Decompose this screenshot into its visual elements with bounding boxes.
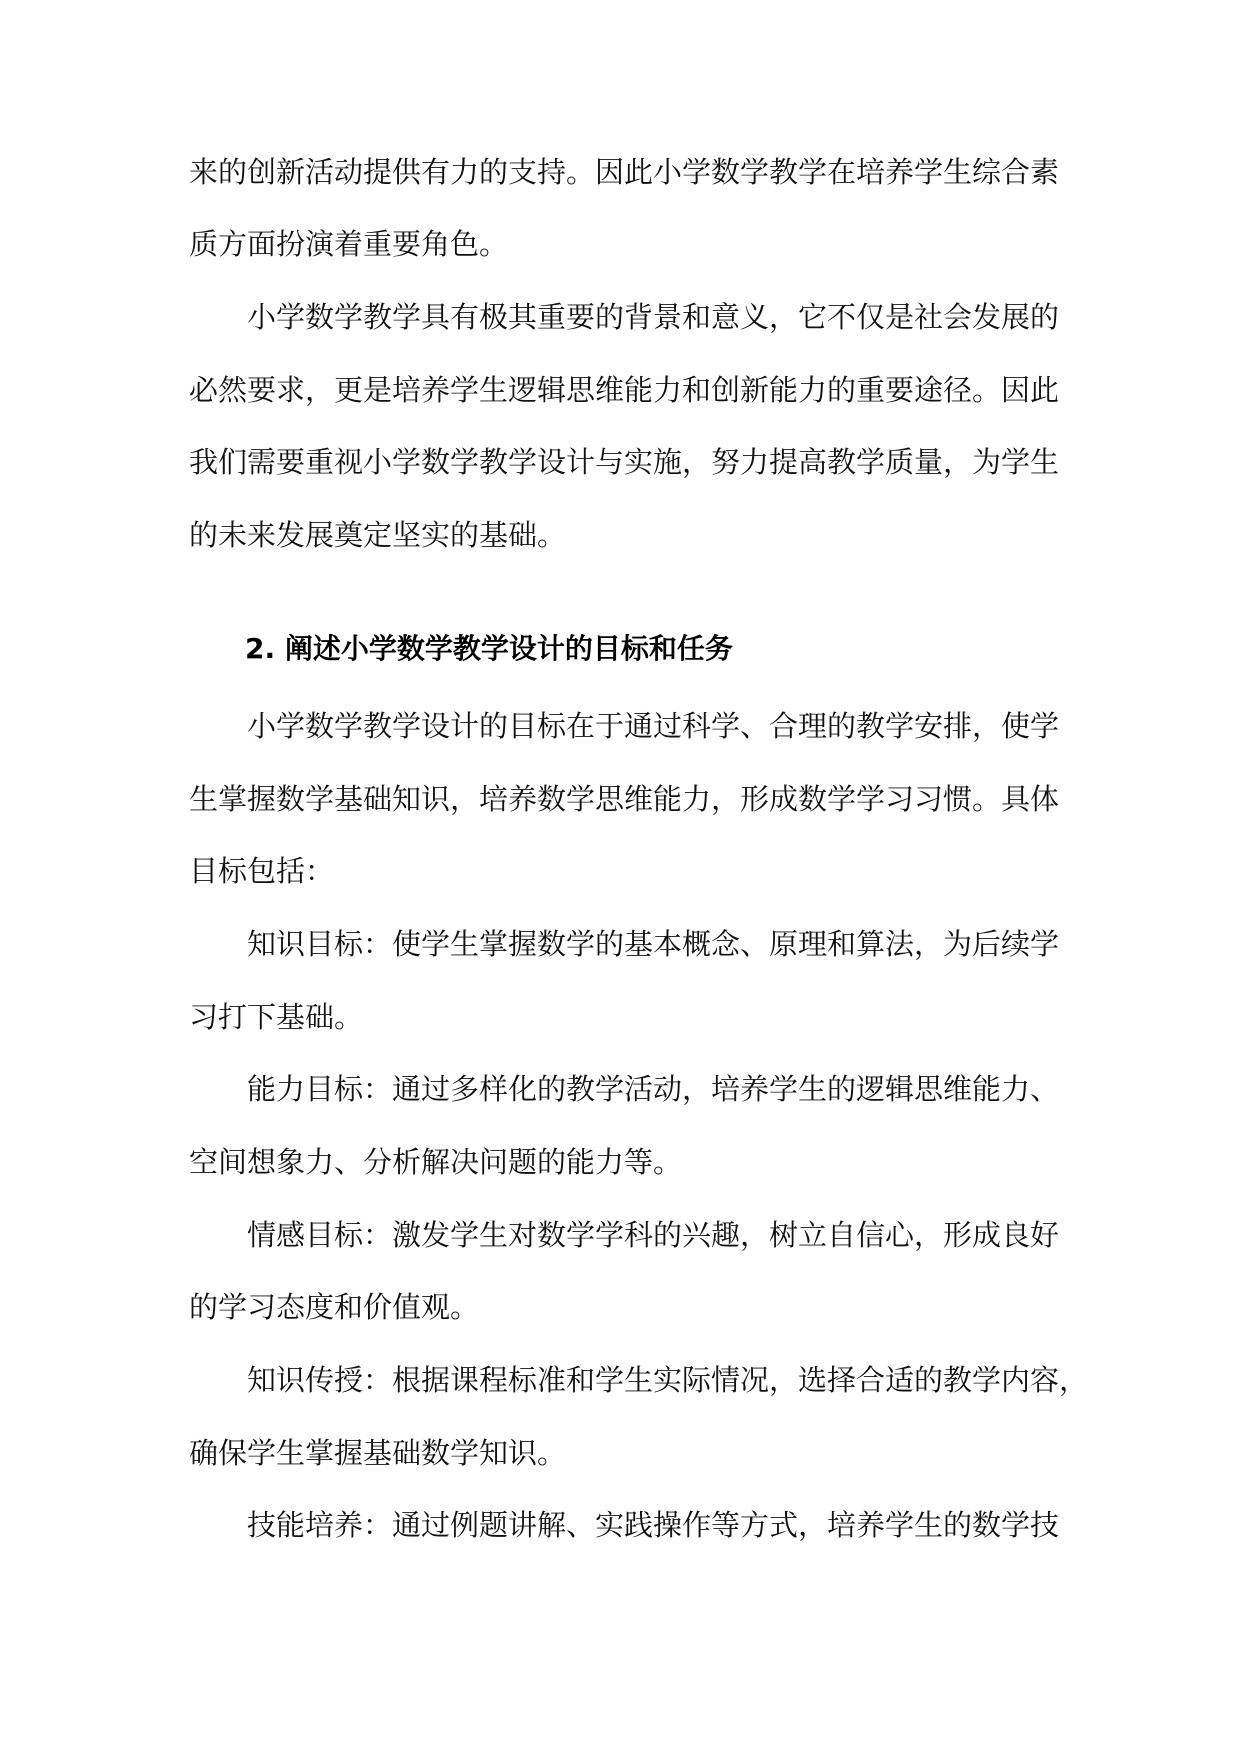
paragraph-4-line-2: 习打下基础。 <box>189 1000 364 1034</box>
paragraph-1-line-2: 质方面扮演着重要角色。 <box>189 227 509 261</box>
paragraph-2-line-3: 我们需要重视小学数学教学设计与实施，努力提高教学质量，为学生 <box>189 445 1060 479</box>
paragraph-2-line-4: 的未来发展奠定坚实的基础。 <box>189 518 567 552</box>
paragraph-5-line-2: 空间想象力、分析解决问题的能力等。 <box>189 1145 683 1179</box>
paragraph-6-line-2: 的学习态度和价值观。 <box>189 1290 480 1324</box>
paragraph-3-line-3: 目标包括： <box>189 854 335 888</box>
paragraph-1-line-1: 来的创新活动提供有力的支持。因此小学数学教学在培养学生综合素 <box>189 155 1060 189</box>
paragraph-6-line-1: 情感目标：激发学生对数学学科的兴趣，树立自信心，形成良好 <box>247 1218 1060 1252</box>
paragraph-7-line-2: 确保学生掌握基础数学知识。 <box>189 1436 567 1470</box>
paragraph-5-line-1: 能力目标：通过多样化的教学活动，培养学生的逻辑思维能力、 <box>247 1072 1060 1106</box>
paragraph-3-line-1: 小学数学教学设计的目标在于通过科学、合理的教学安排，使学 <box>247 709 1060 743</box>
paragraph-2-line-1: 小学数学教学具有极其重要的背景和意义，它不仅是社会发展的 <box>247 300 1060 334</box>
paragraph-7-line-1: 知识传授：根据课程标准和学生实际情况，选择合适的教学内容， <box>247 1363 1089 1397</box>
paragraph-8-line-1: 技能培养：通过例题讲解、实践操作等方式，培养学生的数学技 <box>247 1508 1060 1542</box>
paragraph-2-line-2: 必然要求，更是培养学生逻辑思维能力和创新能力的重要途径。因此 <box>189 373 1060 407</box>
paragraph-3-line-2: 生掌握数学基础知识，培养数学思维能力，形成数学学习习惯。具体 <box>189 782 1060 816</box>
paragraph-4-line-1: 知识目标：使学生掌握数学的基本概念、原理和算法，为后续学 <box>247 927 1060 961</box>
section-heading: 2. 阐述小学数学教学设计的目标和任务 <box>245 632 733 665</box>
